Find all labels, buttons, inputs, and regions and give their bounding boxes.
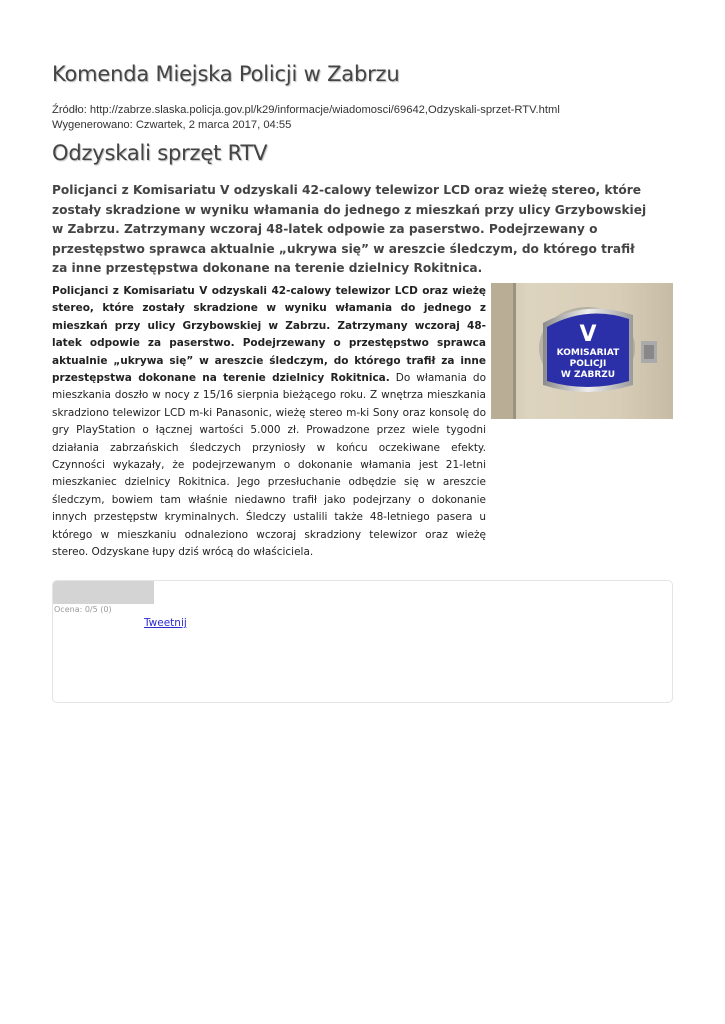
source-url: Źródło: http://zabrze.slaska.policja.gov.pl/k29/informacje/wiadomosci/69642,Odzyskali-sprzet-RTV.html [52, 104, 560, 116]
article-lead: Policjanci z Komisariatu V odzyskali 42-calowy telewizor LCD oraz wieżę stereo, które zostały skradzione w wyniku włamania do jednego z mieszkań przy ulicy Grzybowskiej w Zabrzu. Zatrzymany wczoraj 48-latek odpowie za paserstwo. Podejrzewany o przestępstwo sprawca aktualnie „ukrywa się” w areszcie śledczym, do którego trafił za inne przestępstwa dokonane na terenie dzielnicy Rokitnica. [52, 183, 647, 276]
site-title: Komenda Miejska Policji w Zabrzu [52, 62, 400, 86]
rating-text: Ocena: 0/5 (0) [54, 605, 112, 614]
svg-text:W ZABRZU: W ZABRZU [560, 370, 616, 380]
tweet-link[interactable]: Tweetnij [144, 617, 187, 629]
svg-text:KOMISARIAT: KOMISARIAT [556, 348, 620, 358]
police-station-sign-photo [491, 283, 673, 419]
article-body-rest: Do włamania do mieszkania doszło w nocy z 15/16 sierpnia bieżącego roku. Z wnętrza mieszkania skradziono telewizor LCD m-ki Panasonic, wieżę stereo m-ki Sony oraz konsolę do gry PlayStation o łącznej wartości 5.000 zł. Prowadzone przez wiele tygodni działania zabrzańskich śledczych przyniosły w końcu oczekiwane efekty. Czynności wykazały, że podejrzewanym o dokonanie włamania jest 21-letni mieszkaniec dzielnicy Rokitnica. Jego przesłuchanie odbędzie się w areszcie śledczym, bowiem tam właśnie niedawno trafił jako podejrzany o dokonanie innych przestępstw kryminalnych. Śledczy ustalili także 48-letniego pasera u którego w mieszkaniu odnaleziono wczoraj skradziony telewizor oraz wieżę stereo. Odzyskane łupy dziś wrócą do właściciela. [52, 372, 486, 559]
rating-widget [52, 580, 673, 703]
svg-text:V: V [579, 322, 597, 347]
sign-photo-image [491, 283, 673, 419]
article-title: Odzyskali sprzęt RTV [52, 141, 268, 165]
document-meta [52, 103, 560, 133]
svg-text:POLICJI: POLICJI [569, 359, 607, 369]
generated-date: Wygenerowano: Czwartek, 2 marca 2017, 04:55 [52, 119, 292, 131]
rating-stars-bar[interactable] [53, 581, 154, 604]
article-body-bold: Policjanci z Komisariatu V odzyskali 42-calowy telewizor LCD oraz wieżę stereo, które zostały skradzione w wyniku włamania do jednego z mieszkań przy ulicy Grzybowskiej w Zabrzu. Zatrzymany wczoraj 48-latek odpowie za paserstwo. Podejrzewany o przestępstwo sprawca aktualnie „ukrywa się” w areszcie śledczym, do którego trafił za inne przestępstwa dokonane na terenie dzielnicy Rokitnica. [52, 285, 486, 385]
article-body [52, 283, 486, 562]
